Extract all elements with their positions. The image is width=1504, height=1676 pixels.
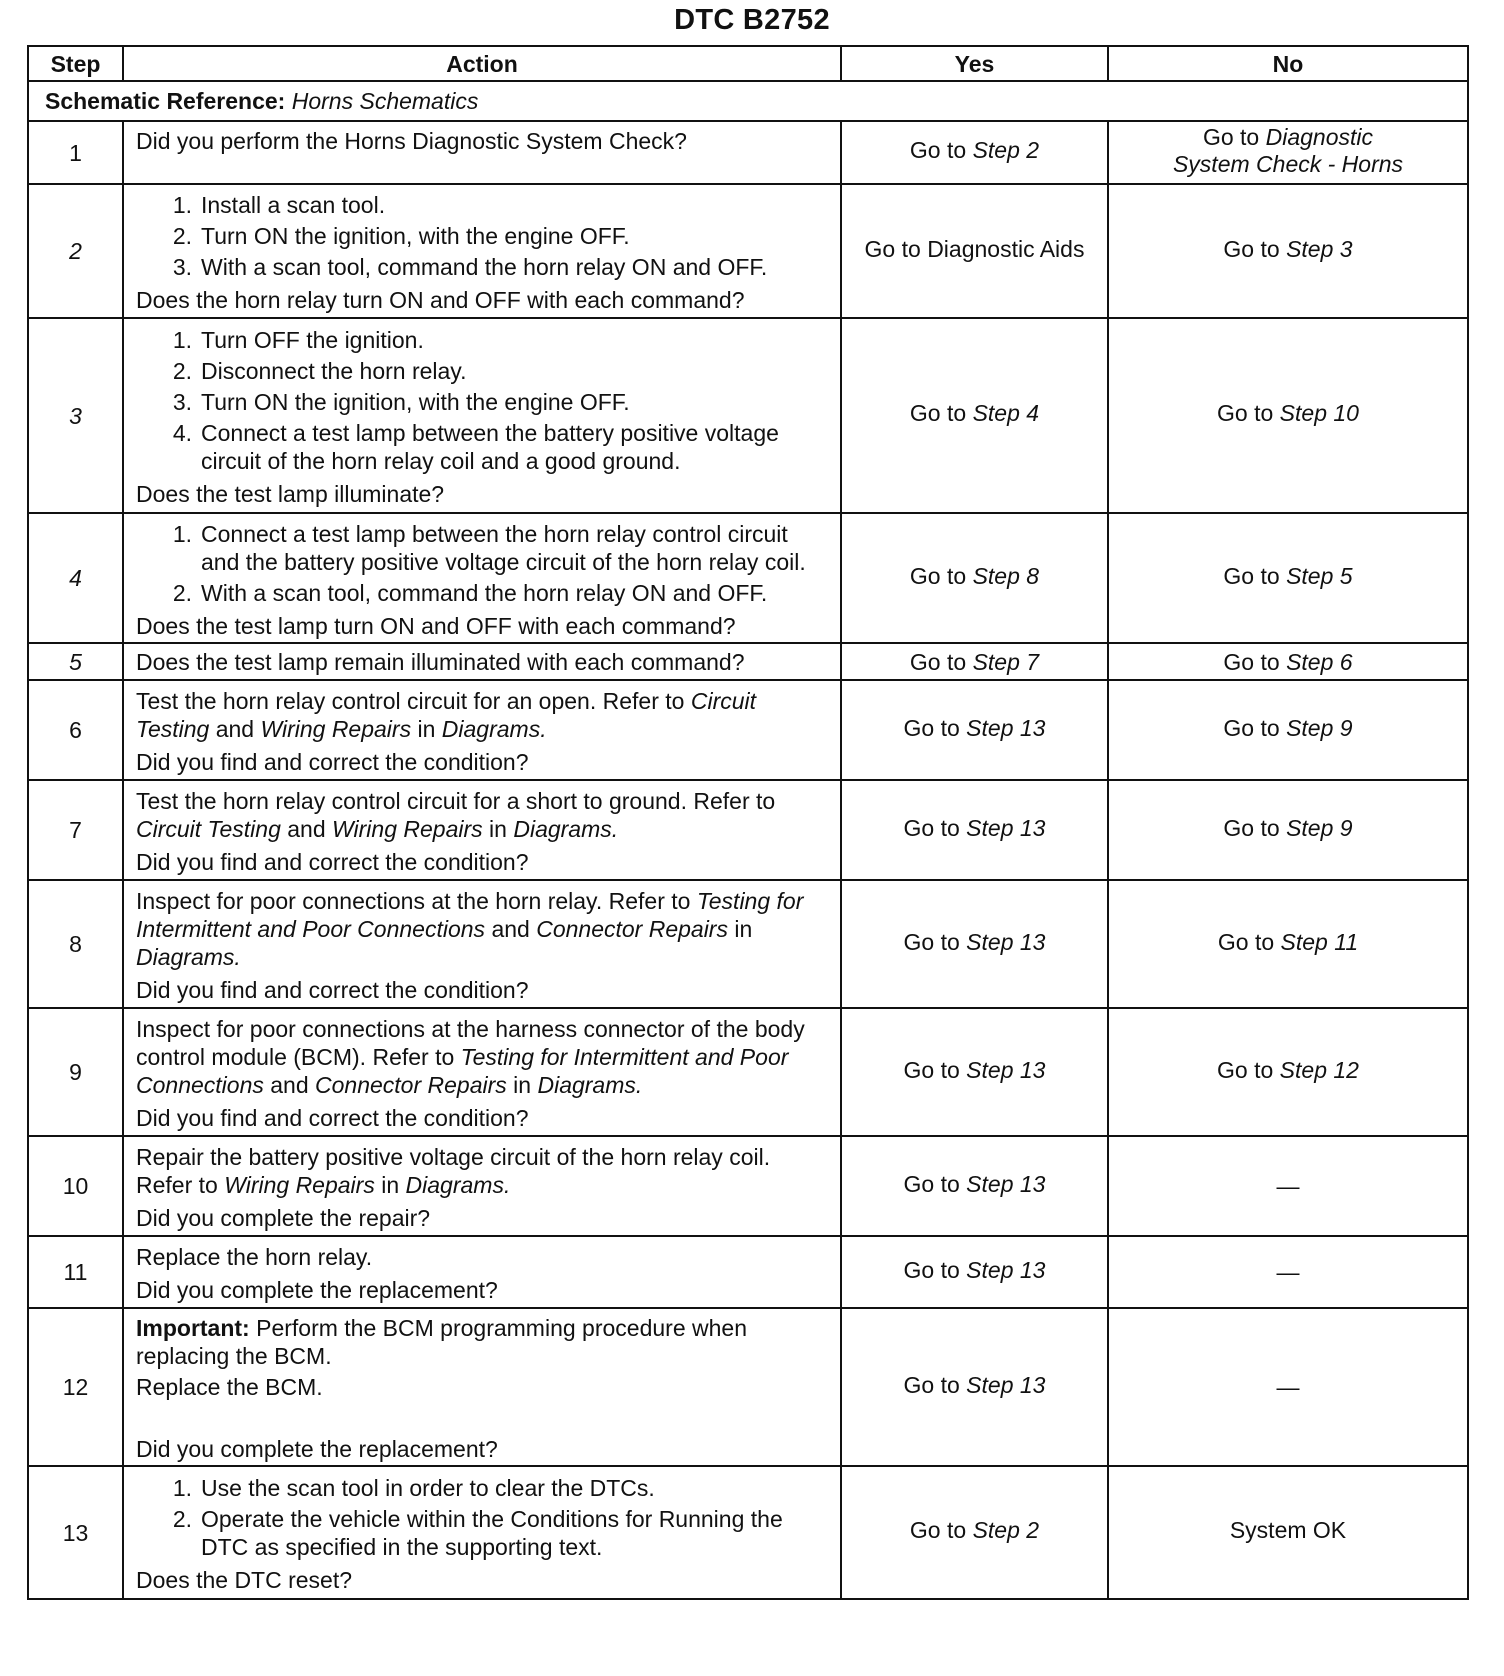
table-row xyxy=(28,780,1468,880)
no-cell xyxy=(1108,1308,1468,1466)
yes-step-link[interactable]: Step 2 xyxy=(972,1517,1040,1543)
action-text: Test the horn relay control circuit for an open. Refer to Circuit Testing and Wiring Repairs in Diagrams. xyxy=(136,688,757,742)
ref-wiring-repairs[interactable]: Wiring Repairs xyxy=(224,1172,375,1198)
action-question: Did you find and correct the condition? xyxy=(136,749,529,775)
header-action: Action xyxy=(123,46,841,81)
ref-testing-intermittent[interactable]: Testing for Intermittent and Poor Connections xyxy=(136,1044,789,1098)
action-text: Repair the battery positive voltage circuit of the horn relay coil. Refer to Wiring Repairs in Diagrams. xyxy=(136,1144,771,1198)
header-yes: Yes xyxy=(841,46,1108,81)
yes-cell[interactable]: Go to Step 13 xyxy=(841,680,1108,780)
yes-cell[interactable] xyxy=(841,184,1108,318)
step-number: 6 xyxy=(28,680,123,780)
action-question: Did you complete the replacement? xyxy=(136,1436,498,1462)
schematic-link[interactable]: Horns Schematics xyxy=(291,88,479,114)
no-cell[interactable]: Go to Step 3 xyxy=(1108,184,1468,318)
list-item: 2. Operate the vehicle within the Conditions for Running the DTC as specified in the supporting text. xyxy=(172,1506,783,1560)
list-item: 1. Use the scan tool in order to clear the DTCs. xyxy=(172,1475,655,1501)
ref-diagrams[interactable]: Diagrams. xyxy=(441,716,547,742)
action-text: Replace the horn relay. xyxy=(136,1244,373,1270)
dash-mark: — xyxy=(1276,1374,1300,1400)
action-question: Does the test lamp remain illuminated with each command? xyxy=(136,648,745,675)
yes-step-link[interactable]: Step 13 xyxy=(966,1256,1046,1283)
yes-cell[interactable]: Go to Step 2 xyxy=(841,121,1108,184)
no-link-diagnostic[interactable]: Diagnostic xyxy=(1265,124,1374,150)
table-row xyxy=(28,680,1468,780)
ref-wiring-repairs[interactable]: Wiring Repairs xyxy=(260,716,412,742)
ref-diagrams[interactable]: Diagrams. xyxy=(513,816,619,842)
ref-testing-intermittent[interactable]: Testing for Intermittent and Poor Connections xyxy=(136,888,804,942)
dash-mark: — xyxy=(1276,1173,1300,1199)
no-step-link[interactable]: Step 11 xyxy=(1280,928,1359,955)
no-step-link[interactable]: Step 9 xyxy=(1286,814,1353,841)
no-step-link[interactable]: Step 3 xyxy=(1286,235,1353,262)
schematic-reference-row xyxy=(28,81,1468,121)
table-row xyxy=(28,1308,1468,1466)
important-label: Important: xyxy=(136,1315,250,1341)
ref-connector-repairs[interactable]: Connector Repairs xyxy=(536,916,728,942)
action-question: Did you find and correct the condition? xyxy=(136,1105,529,1131)
list-item: 2. Disconnect the horn relay. xyxy=(172,358,467,384)
no-step-link[interactable]: Step 9 xyxy=(1286,714,1353,741)
action-question: Did you complete the replacement? xyxy=(136,1277,498,1303)
no-cell[interactable]: Go to Step 10 xyxy=(1108,318,1468,513)
no-step-link[interactable]: Step 10 xyxy=(1279,400,1359,426)
no-cell[interactable]: Go to Step 6 xyxy=(1108,643,1468,680)
action-cell xyxy=(123,1136,841,1236)
list-item: 3. Turn ON the ignition, with the engine OFF. xyxy=(172,389,630,415)
action-cell xyxy=(123,1466,841,1599)
list-item: 1. Turn OFF the ignition. xyxy=(172,327,424,353)
action-cell xyxy=(123,880,841,1008)
ref-diagrams[interactable]: Diagrams. xyxy=(136,944,241,970)
yes-cell[interactable]: Go to Step 13 xyxy=(841,1008,1108,1136)
action-cell xyxy=(123,780,841,880)
schematic-reference xyxy=(28,81,1468,121)
action-cell xyxy=(123,643,841,680)
table-row xyxy=(28,1008,1468,1136)
ref-circuit-testing[interactable]: Circuit Testing xyxy=(136,816,281,842)
step-number: 8 xyxy=(28,880,123,1008)
action-question: Did you perform the Horns Diagnostic System Check? xyxy=(136,128,687,154)
list-item: 1. Install a scan tool. xyxy=(172,192,386,218)
list-item: 1. Connect a test lamp between the horn relay control circuit and the battery positive voltage circuit of the horn relay coil. xyxy=(172,520,806,575)
step-number: 10 xyxy=(28,1136,123,1236)
yes-cell[interactable]: Go to Step 13 xyxy=(841,880,1108,1008)
yes-step-link[interactable]: Step 13 xyxy=(966,1371,1046,1398)
table-row xyxy=(28,880,1468,1008)
yes-link-diagnostic-aids[interactable]: Go to Diagnostic Aids xyxy=(864,235,1085,262)
yes-cell[interactable]: Go to Step 2 xyxy=(841,1466,1108,1599)
table-row xyxy=(28,1136,1468,1236)
table-row xyxy=(28,1236,1468,1308)
action-question: Did you complete the repair? xyxy=(136,1205,431,1231)
header-no: No xyxy=(1108,46,1468,81)
no-step-link[interactable]: Step 5 xyxy=(1286,562,1353,589)
yes-cell[interactable]: Go to Step 7 xyxy=(841,643,1108,680)
yes-step-link[interactable]: Step 13 xyxy=(966,1170,1046,1197)
dash-mark: — xyxy=(1276,1259,1300,1285)
no-cell xyxy=(1108,1236,1468,1308)
action-cell xyxy=(123,513,841,643)
yes-cell[interactable]: Go to Step 13 xyxy=(841,1136,1108,1236)
no-step-link[interactable]: Step 6 xyxy=(1286,648,1353,675)
system-ok-text: System OK xyxy=(1229,1517,1347,1543)
action-cell xyxy=(123,184,841,318)
table-row xyxy=(28,513,1468,643)
no-cell[interactable]: Go to Step 9 xyxy=(1108,680,1468,780)
no-cell[interactable]: Go to Step 5 xyxy=(1108,513,1468,643)
yes-step-link[interactable]: Step 8 xyxy=(972,562,1040,589)
step-number: 11 xyxy=(28,1236,123,1308)
action-question: Does the test lamp illuminate? xyxy=(136,481,445,507)
yes-cell[interactable]: Go to Step 13 xyxy=(841,780,1108,880)
action-question: Does the DTC reset? xyxy=(136,1567,353,1593)
no-cell[interactable]: Go to Step 12 xyxy=(1108,1008,1468,1136)
yes-step-link[interactable]: Step 4 xyxy=(972,400,1040,426)
no-cell xyxy=(1108,1136,1468,1236)
action-cell xyxy=(123,1236,841,1308)
ref-diagrams[interactable]: Diagrams. xyxy=(537,1072,643,1098)
list-item: 3. With a scan tool, command the horn relay ON and OFF. xyxy=(172,254,768,280)
diagnostic-table xyxy=(27,45,1469,1600)
yes-cell[interactable]: Go to Step 4 xyxy=(841,318,1108,513)
yes-cell[interactable]: Go to Step 13 xyxy=(841,1236,1108,1308)
yes-cell[interactable]: Go to Step 13 xyxy=(841,1308,1108,1466)
step-number: 2 xyxy=(28,184,123,318)
action-question: Does the test lamp turn ON and OFF with each command? xyxy=(136,612,736,639)
step-number: 7 xyxy=(28,780,123,880)
table-row xyxy=(28,643,1468,680)
yes-cell[interactable]: Go to Step 8 xyxy=(841,513,1108,643)
step-number: 5 xyxy=(28,643,123,680)
action-text: Replace the BCM. xyxy=(136,1374,323,1400)
action-question: Did you find and correct the condition? xyxy=(136,849,529,875)
list-item: 2. Turn ON the ignition, with the engine OFF. xyxy=(172,223,630,249)
no-link-system-check[interactable]: System Check - Horns xyxy=(1172,151,1404,177)
important-note: Important: Perform the BCM programming procedure when replacing the BCM. xyxy=(136,1315,747,1369)
step-number: 3 xyxy=(28,318,123,513)
ref-wiring-repairs[interactable]: Wiring Repairs xyxy=(332,816,483,842)
action-question: Did you find and correct the condition? xyxy=(136,977,529,1003)
step-number: 13 xyxy=(28,1466,123,1599)
no-step-link[interactable]: Step 12 xyxy=(1279,1056,1359,1083)
action-text: Inspect for poor connections at the horn relay. Refer to Testing for Intermittent and Poor Connections and Connector Repairs in Diagrams. xyxy=(136,888,804,970)
ref-connector-repairs[interactable]: Connector Repairs xyxy=(315,1072,507,1098)
yes-step-link[interactable]: Step 13 xyxy=(966,714,1046,741)
no-cell[interactable]: Go to Step 11 xyxy=(1108,880,1468,1008)
step-number: 4 xyxy=(28,513,123,643)
schematic-label: Schematic Reference: xyxy=(45,88,286,114)
action-cell xyxy=(123,121,841,184)
header-row xyxy=(28,46,1468,81)
action-cell xyxy=(123,1308,841,1466)
action-cell xyxy=(123,680,841,780)
action-question: Does the horn relay turn ON and OFF with each command? xyxy=(136,287,745,313)
list-item: 2. With a scan tool, command the horn relay ON and OFF. xyxy=(172,579,768,606)
yes-step-link[interactable]: Step 7 xyxy=(972,648,1040,675)
table-row xyxy=(28,121,1468,184)
header-step: Step xyxy=(28,46,123,81)
ref-diagrams[interactable]: Diagrams. xyxy=(405,1172,511,1198)
table-row xyxy=(28,318,1468,513)
table-row xyxy=(28,1466,1468,1599)
yes-step-link[interactable]: Step 13 xyxy=(966,1056,1046,1083)
no-cell[interactable]: Go to Diagnostic System Check - Horns xyxy=(1108,121,1468,184)
step-number: 12 xyxy=(28,1308,123,1466)
action-cell xyxy=(123,318,841,513)
action-text: Test the horn relay control circuit for a short to ground. Refer to Circuit Testing and Wiring Repairs in Diagrams. xyxy=(136,788,776,842)
yes-step-link[interactable]: Step 2 xyxy=(972,137,1040,163)
action-text: Inspect for poor connections at the harness connector of the body control module (BCM). Refer to Testing for Intermittent and Poor Connections and Connector Repairs in Diagrams. xyxy=(136,1016,805,1098)
step-number: 9 xyxy=(28,1008,123,1136)
list-item: 4. Connect a test lamp between the battery positive voltage circuit of the horn relay coil and a good ground. xyxy=(172,420,779,474)
ref-circuit-testing[interactable]: Circuit Testing xyxy=(136,688,757,742)
table-row xyxy=(28,184,1468,318)
yes-step-link[interactable]: Step 13 xyxy=(966,928,1046,955)
action-cell xyxy=(123,1008,841,1136)
document-title: DTC B2752 xyxy=(674,4,830,36)
no-cell[interactable]: Go to Step 9 xyxy=(1108,780,1468,880)
step-number: 1 xyxy=(28,121,123,184)
yes-step-link[interactable]: Step 13 xyxy=(966,814,1046,841)
no-cell xyxy=(1108,1466,1468,1599)
